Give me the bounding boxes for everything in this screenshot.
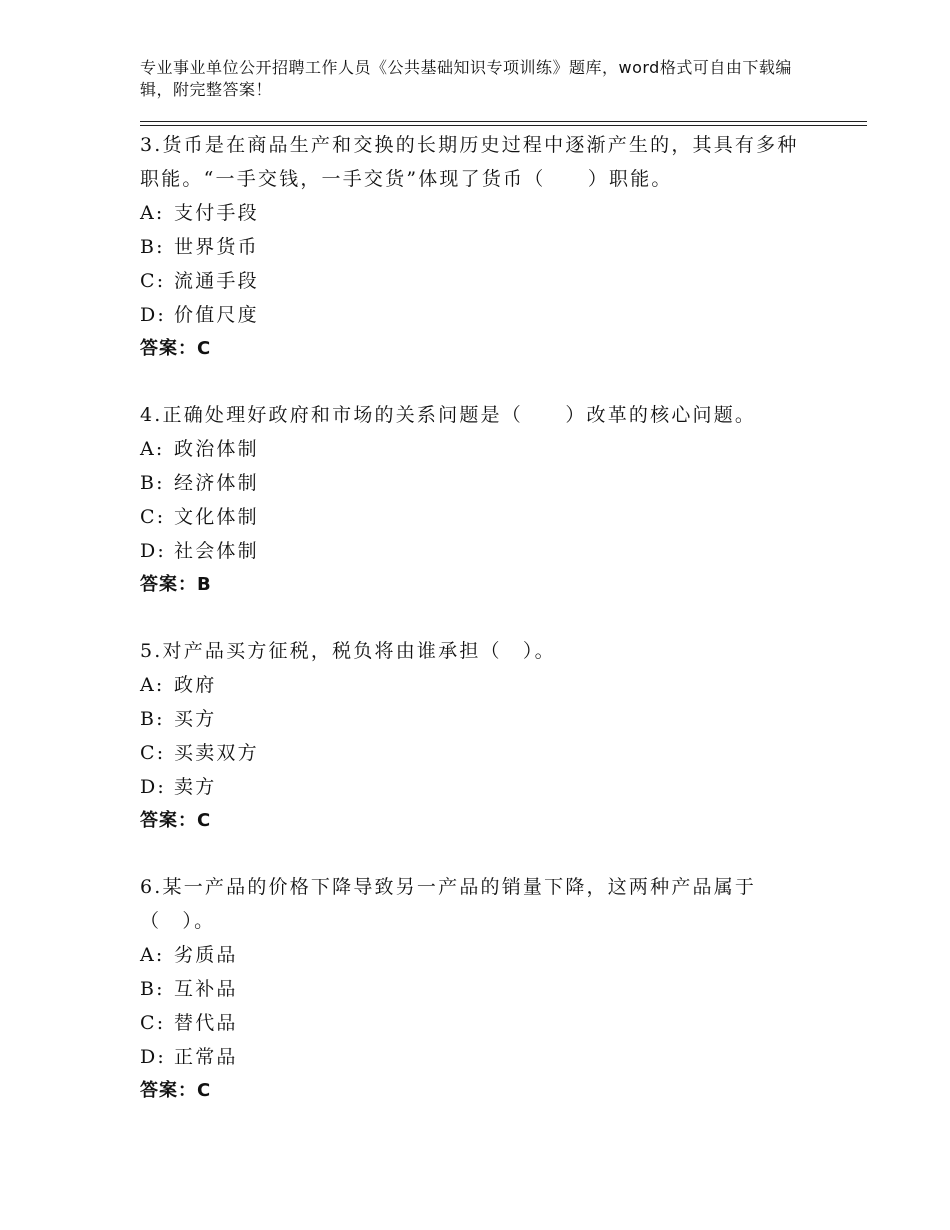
- option-a: [140, 938, 810, 972]
- option-d: [140, 298, 810, 332]
- option-c: [140, 264, 810, 298]
- header-rule-bottom: [140, 125, 867, 126]
- option-key: B:: [140, 708, 165, 730]
- document-header: 专业事业单位公开招聘工作人员《公共基础知识专项训练》题库，word格式可自由下载编辑，附完整答案！: [140, 58, 792, 99]
- option-key: A:: [140, 202, 165, 224]
- option-a: [140, 668, 810, 702]
- question-text: 4.正确处理好政府和市场的关系问题是（ ）改革的核心问题。: [140, 404, 757, 426]
- option-text: 正常品: [174, 1046, 238, 1068]
- option-text: 政治体制: [174, 438, 259, 460]
- option-key: D:: [140, 540, 167, 562]
- option-text: 支付手段: [174, 202, 259, 224]
- answer-line: 答案：C: [140, 810, 212, 831]
- option-c: [140, 736, 810, 770]
- option-key: A:: [140, 674, 165, 696]
- option-text: 劣质品: [174, 944, 238, 966]
- option-key: C:: [140, 270, 166, 292]
- option-key: A:: [140, 944, 165, 966]
- option-c: [140, 1006, 810, 1040]
- option-key: B:: [140, 236, 165, 258]
- option-b: [140, 466, 810, 500]
- header-rule-top: [140, 121, 867, 122]
- option-text: 卖方: [174, 776, 217, 798]
- option-key: A:: [140, 438, 165, 460]
- option-b: [140, 702, 810, 736]
- answer-line: 答案：B: [140, 574, 212, 595]
- option-text: 互补品: [174, 978, 238, 1000]
- option-key: D:: [140, 1046, 167, 1068]
- option-b: [140, 230, 810, 264]
- option-d: [140, 534, 810, 568]
- option-c: [140, 500, 810, 534]
- option-d: [140, 1040, 810, 1074]
- question-6: [140, 870, 810, 1108]
- option-text: 买方: [174, 708, 217, 730]
- option-b: [140, 972, 810, 1006]
- option-text: 文化体制: [174, 506, 259, 528]
- option-key: B:: [140, 978, 165, 1000]
- option-key: D:: [140, 776, 167, 798]
- question-text: 5.对产品买方征税，税负将由谁承担（ ）。: [140, 640, 556, 662]
- option-key: C:: [140, 742, 166, 764]
- option-key: C:: [140, 506, 166, 528]
- question-list: [140, 128, 810, 1140]
- option-text: 政府: [174, 674, 217, 696]
- option-text: 替代品: [174, 1012, 238, 1034]
- answer-line: 答案：C: [140, 1080, 212, 1101]
- question-5: [140, 634, 810, 838]
- question-text: 6.某一产品的价格下降导致另一产品的销量下降，这两种产品属于（ ）。: [140, 876, 757, 932]
- option-text: 买卖双方: [174, 742, 259, 764]
- question-4: [140, 398, 810, 602]
- option-text: 价值尺度: [174, 304, 259, 326]
- option-d: [140, 770, 810, 804]
- option-text: 世界货币: [174, 236, 259, 258]
- option-key: C:: [140, 1012, 166, 1034]
- option-a: [140, 196, 810, 230]
- option-key: D:: [140, 304, 167, 326]
- answer-line: 答案：C: [140, 338, 212, 359]
- question-3: [140, 128, 810, 366]
- option-text: 社会体制: [174, 540, 259, 562]
- option-key: B:: [140, 472, 165, 494]
- question-text: 3.货币是在商品生产和交换的长期历史过程中逐渐产生的，其具有多种职能。“一手交钱，一手交货”体现了货币（ ）职能。: [140, 134, 799, 190]
- option-a: [140, 432, 810, 466]
- option-text: 流通手段: [174, 270, 259, 292]
- option-text: 经济体制: [174, 472, 259, 494]
